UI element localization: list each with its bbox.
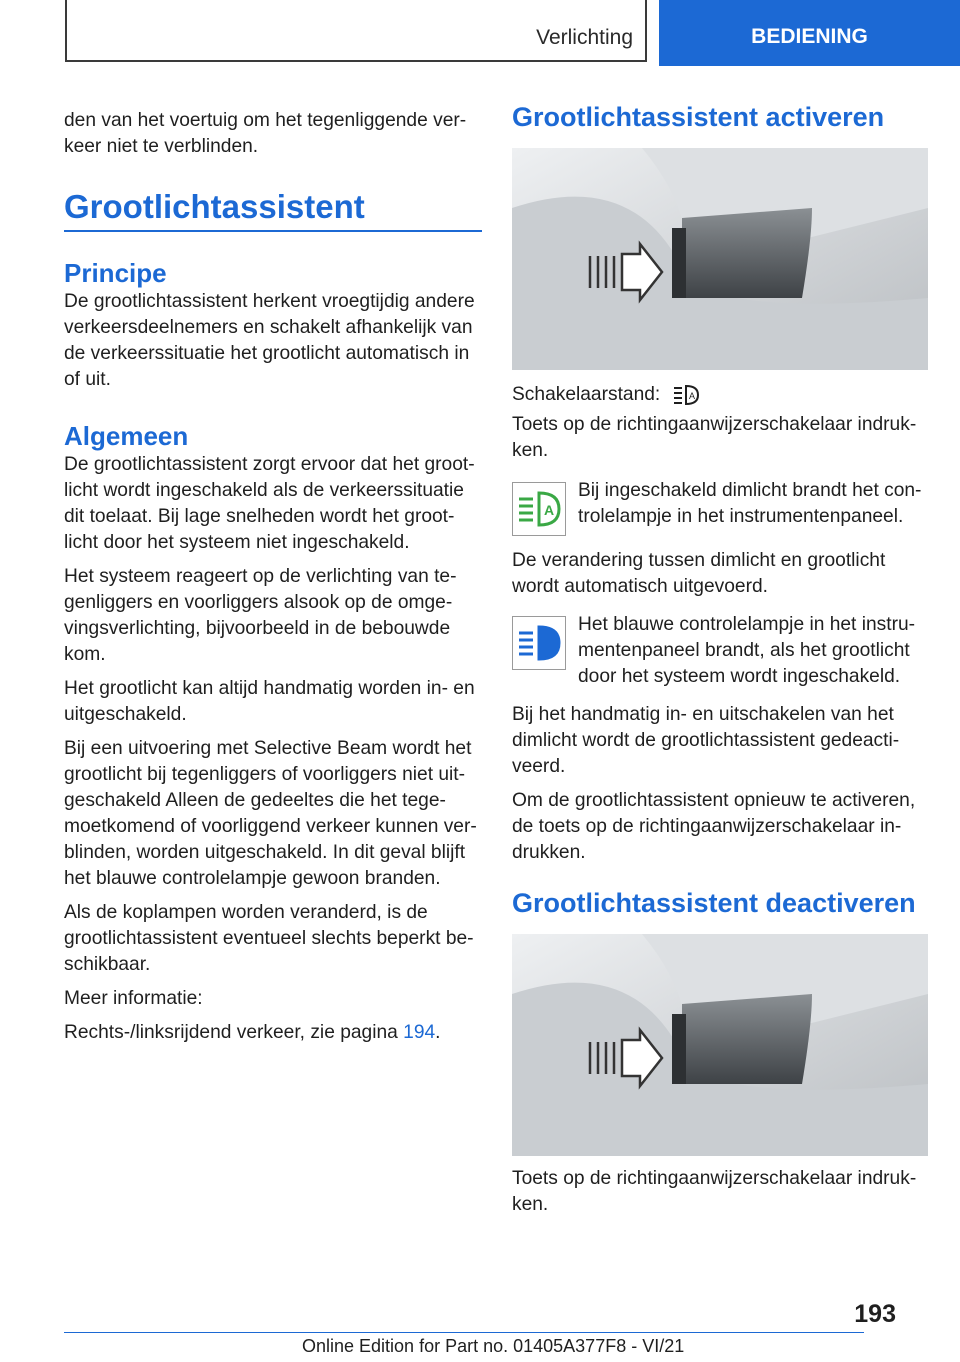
header-section-title: Verlichting: [536, 26, 633, 49]
algemeen-paragraph-5: Als de koplampen worden veranderd, is de grootlichtassistent eventueel slechts beperkt be-schikbaar.: [64, 902, 474, 975]
page-reference-link[interactable]: 194: [403, 1022, 436, 1043]
page-header: [0, 0, 960, 66]
heading-deactiveren: Grootlichtassistent deactiveren: [512, 888, 916, 918]
blue-indicator-note: [512, 612, 928, 690]
header-section-box: [65, 0, 647, 62]
activate-instruction: Toets op de richtingaanwijzerschakelaar indruk-ken.: [512, 414, 917, 461]
activate-paragraph-4: Om de grootlichtassistent opnieuw te activeren, de toets op de richtingaanwijzerschakelaar in-drukken.: [512, 790, 916, 863]
switch-position-label: Schakelaarstand:: [512, 384, 661, 405]
svg-text:A: A: [689, 391, 696, 401]
stalk-illustration-1: [512, 148, 928, 370]
algemeen-paragraph-2: Het systeem reageert op de verlichting van te-genliggers en voorliggers alsook op de omge-vingsverlichting, bijvoorbeeld in de bebouwde kom.: [64, 566, 457, 665]
reference-suffix: .: [435, 1022, 441, 1043]
turn-signal-stalk-photo-deactivate: [512, 934, 928, 1156]
algemeen-paragraph-1: De grootlichtassistent zorgt ervoor dat het groot-licht wordt ingeschakeld als de verkeerssituatie dit toelaat. Bij lage snelheden wordt het groot-licht door het systeem niet ingeschakeld.: [64, 454, 475, 553]
heading-activeren: Grootlichtassistent activeren: [512, 102, 885, 132]
algemeen-paragraph-4: Bij een uitvoering met Selective Beam wordt het grootlicht bij tegenliggers of voorliggers niet uit-geschakeld Alleen de gedeeltes die het tege-moetkomend of voorliggend verkeer kunnen ver-blinden, worden uitgeschakeld. In dit geval blijft het blauwe controlelampje gewoon branden.: [64, 738, 477, 889]
principe-paragraph: De grootlichtassistent herkent vroegtijdig andere verkeersdeelnemers en schakelt afhankelijk van de verkeerssituatie het grootlicht automatisch in of uit.: [64, 291, 475, 390]
heading-algemeen: Algemeen: [64, 421, 189, 451]
deactivate-instruction: Toets op de richtingaanwijzerschakelaar indruk-ken.: [512, 1168, 917, 1215]
footer-divider: [64, 1332, 864, 1333]
algemeen-paragraph-7: [64, 1020, 482, 1046]
turn-signal-stalk-photo-activate: [512, 148, 928, 370]
activate-paragraph-2: De verandering tussen dimlicht en grootlicht wordt automatisch uitgevoerd.: [512, 550, 886, 597]
blue-indicator-text: Het blauwe controlelampje in het instru-mentenpaneel brandt, als het grootlicht door het systeem wordt ingeschakeld.: [578, 614, 916, 687]
green-indicator-note: [512, 478, 928, 536]
algemeen-paragraph-6: Meer informatie:: [64, 988, 203, 1009]
svg-text:A: A: [544, 502, 555, 518]
heading-principe: Principe: [64, 258, 167, 288]
page-title: Grootlichtassistent: [64, 188, 482, 232]
stalk-illustration-2: [512, 934, 928, 1156]
auto-high-beam-icon: [670, 382, 704, 408]
green-indicator-icon: [512, 482, 566, 536]
blue-indicator-icon: [512, 616, 566, 670]
footer-edition: Online Edition for Part no. 01405A377F8 - VI/21: [302, 1336, 685, 1356]
intro-paragraph: den van het voertuig om het tegenliggende ver-keer niet te verblinden.: [64, 110, 467, 157]
switch-position-line: [512, 382, 928, 408]
algemeen-paragraph-3: Het grootlicht kan altijd handmatig worden in- en uitgeschakeld.: [64, 678, 475, 725]
left-column: [64, 108, 482, 1054]
header-chapter-tab: BEDIENING: [659, 0, 960, 66]
page-number: 193: [854, 1300, 896, 1328]
right-column: [512, 102, 928, 1226]
reference-text: Rechts-/linksrijdend verkeer, zie pagina: [64, 1022, 404, 1043]
green-indicator-text: Bij ingeschakeld dimlicht brandt het con-trolelampje in het instrumentenpaneel.: [578, 480, 922, 527]
activate-paragraph-3: Bij het handmatig in- en uitschakelen van het dimlicht wordt de grootlichtassistent gedeacti-veerd.: [512, 704, 900, 777]
